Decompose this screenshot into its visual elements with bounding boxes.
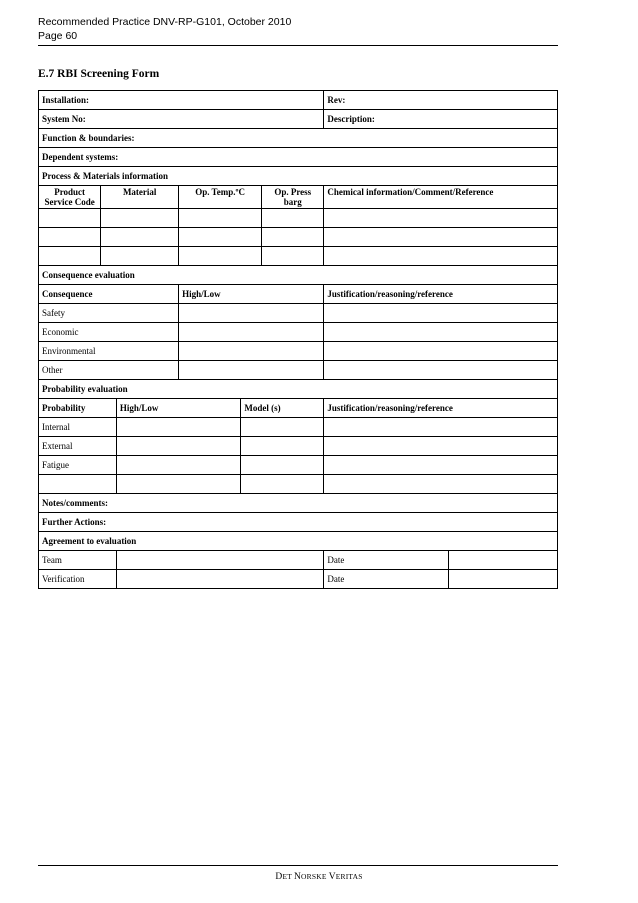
footer-letter: V: [328, 872, 336, 882]
consequence-justification-cell[interactable]: [324, 323, 558, 342]
table-row: [39, 570, 558, 589]
process-cell[interactable]: [179, 247, 262, 266]
probability-row-label[interactable]: [39, 475, 117, 494]
process-cell[interactable]: [179, 209, 262, 228]
probability-justification-cell[interactable]: [324, 437, 558, 456]
team-label: Team: [39, 551, 117, 570]
document-reference: Recommended Practice DNV-RP-G101, October 2010: [38, 16, 292, 28]
process-cell[interactable]: [101, 209, 179, 228]
installation-label: Installation:: [42, 95, 90, 105]
table-row: [39, 475, 558, 494]
consequence-justification-cell[interactable]: [324, 361, 558, 380]
footer-letter: N: [293, 872, 302, 882]
material-header: Material: [101, 186, 179, 209]
table-row: [39, 418, 558, 437]
probability-highlow-cell[interactable]: [116, 475, 241, 494]
probability-justification-cell[interactable]: [324, 475, 558, 494]
agreement-heading: Agreement to evaluation: [39, 532, 558, 551]
table-row: [39, 437, 558, 456]
verification-label: Verification: [39, 570, 117, 589]
page-number: Page 60: [38, 30, 78, 42]
consequence-header: Consequence: [39, 285, 179, 304]
rev-field[interactable]: [324, 91, 558, 110]
consequence-row-label: Other: [39, 361, 179, 380]
verification-input[interactable]: [116, 570, 324, 589]
consequence-highlow-cell[interactable]: [179, 304, 324, 323]
process-cell[interactable]: [262, 209, 324, 228]
footer-smallcaps: ORSKE: [301, 872, 329, 881]
consequence-row-label: Environmental: [39, 342, 179, 361]
system-no-field[interactable]: [39, 110, 324, 129]
table-row: [39, 304, 558, 323]
process-materials-heading: Process & Materials information: [39, 167, 558, 186]
table-row: [39, 551, 558, 570]
process-cell[interactable]: [179, 228, 262, 247]
dependent-systems-label: Dependent systems:: [42, 152, 119, 162]
consequence-row-label: Safety: [39, 304, 179, 323]
process-cell[interactable]: [262, 228, 324, 247]
function-boundaries-field[interactable]: [39, 129, 558, 148]
notes-comments-label: Notes/comments:: [42, 498, 108, 508]
verification-date-input[interactable]: [448, 570, 557, 589]
process-cell[interactable]: [324, 209, 558, 228]
table-row: [39, 323, 558, 342]
description-label: Description:: [327, 114, 375, 124]
team-date-input[interactable]: [448, 551, 557, 570]
consequence-highlow-cell[interactable]: [179, 342, 324, 361]
probability-highlow-cell[interactable]: [116, 437, 241, 456]
team-input[interactable]: [116, 551, 324, 570]
process-cell[interactable]: [39, 228, 101, 247]
rbi-screening-form: [38, 90, 558, 589]
installation-field[interactable]: [39, 91, 324, 110]
process-cell[interactable]: [39, 247, 101, 266]
probability-highlow-cell[interactable]: [116, 418, 241, 437]
verification-date-label: Date: [324, 570, 449, 589]
footer-smallcaps: ET: [282, 872, 294, 881]
process-cell[interactable]: [39, 209, 101, 228]
system-no-label: System No:: [42, 114, 86, 124]
consequence-highlow-header: High/Low: [179, 285, 324, 304]
process-cell[interactable]: [324, 228, 558, 247]
function-boundaries-label: Function & boundaries:: [42, 133, 135, 143]
header-rule: [38, 45, 558, 46]
further-actions-label: Further Actions:: [42, 517, 107, 527]
team-date-label: Date: [324, 551, 449, 570]
probability-justification-cell[interactable]: [324, 418, 558, 437]
page-header: [38, 15, 558, 43]
product-service-code-header: Product Service Code: [39, 186, 101, 209]
footer-smallcaps: ERITAS: [335, 872, 363, 881]
footer-rule: [38, 865, 558, 866]
consequence-evaluation-heading: Consequence evaluation: [39, 266, 558, 285]
footer-letter: D: [275, 872, 283, 882]
model-cell[interactable]: [241, 418, 324, 437]
op-temp-header: Op. Temp.ºC: [179, 186, 262, 209]
table-row: [39, 342, 558, 361]
notes-comments-field[interactable]: [39, 494, 558, 513]
table-row: [39, 228, 558, 247]
probability-highlow-cell[interactable]: [116, 456, 241, 475]
op-press-header: Op. Press barg: [262, 186, 324, 209]
consequence-highlow-cell[interactable]: [179, 361, 324, 380]
probability-row-label: Fatigue: [39, 456, 117, 475]
rev-label: Rev:: [327, 95, 346, 105]
further-actions-field[interactable]: [39, 513, 558, 532]
description-field[interactable]: [324, 110, 558, 129]
consequence-row-label: Economic: [39, 323, 179, 342]
model-cell[interactable]: [241, 475, 324, 494]
table-row: [39, 361, 558, 380]
chemical-info-header: Chemical information/Comment/Reference: [324, 186, 558, 209]
dependent-systems-field[interactable]: [39, 148, 558, 167]
probability-justification-header: Justification/reasoning/reference: [324, 399, 558, 418]
model-cell[interactable]: [241, 437, 324, 456]
consequence-highlow-cell[interactable]: [179, 323, 324, 342]
consequence-justification-cell[interactable]: [324, 342, 558, 361]
model-header: Model (s): [241, 399, 324, 418]
process-cell[interactable]: [101, 247, 179, 266]
probability-header: Probability: [39, 399, 117, 418]
process-cell[interactable]: [324, 247, 558, 266]
probability-justification-cell[interactable]: [324, 456, 558, 475]
process-cell[interactable]: [101, 228, 179, 247]
process-cell[interactable]: [262, 247, 324, 266]
page-footer: [0, 872, 638, 882]
probability-highlow-header: High/Low: [116, 399, 241, 418]
probability-row-label: Internal: [39, 418, 117, 437]
table-row: [39, 247, 558, 266]
consequence-justification-header: Justification/reasoning/reference: [324, 285, 558, 304]
probability-row-label: External: [39, 437, 117, 456]
probability-evaluation-heading: Probability evaluation: [39, 380, 558, 399]
consequence-justification-cell[interactable]: [324, 304, 558, 323]
table-row: [39, 456, 558, 475]
table-row: [39, 209, 558, 228]
model-cell[interactable]: [241, 456, 324, 475]
section-title: E.7 RBI Screening Form: [38, 68, 160, 80]
